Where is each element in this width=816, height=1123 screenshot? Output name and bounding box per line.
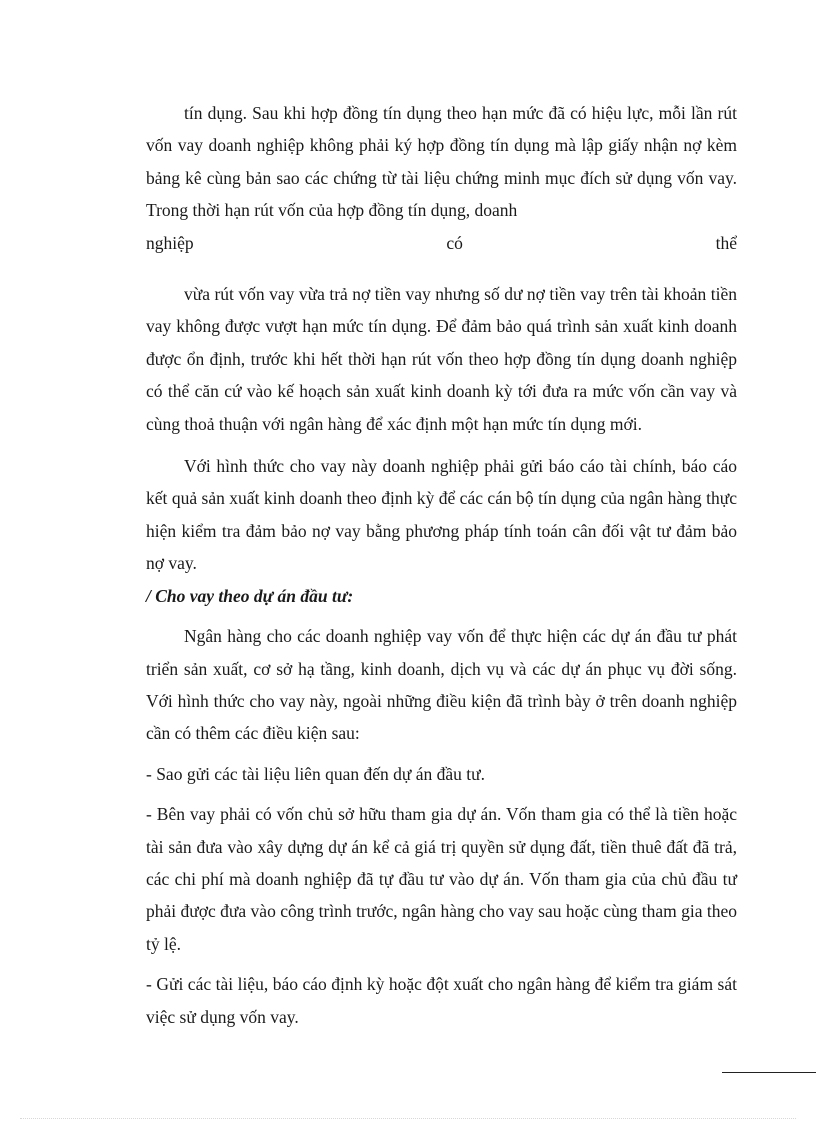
paragraph-credit-limit-last-line — [146, 227, 737, 259]
bullet-equity: - Bên vay phải có vốn chủ sở hữu tham gia dự án. Vốn tham gia có thể là tiền hoặc tài sản đưa vào xây dựng dự án kể cả giá trị quyền sử dụng đất, tiền thuê đất đã trả, các chi phí mà doanh nghiệp đã tự đầu tư vào dự án. Vốn tham gia của chủ đầu tư phải được đưa vào công trình trước, ngân hàng cho vay sau hoặc cùng tham gia theo tỷ lệ. — [146, 804, 737, 954]
spread-word-2: có — [446, 232, 463, 253]
paragraph-reporting: Với hình thức cho vay này doanh nghiệp phải gửi báo cáo tài chính, báo cáo kết quả sản xuất kinh doanh theo định kỳ để các cán bộ tín dụng của ngân hàng thực hiện kiểm tra đảm bảo nợ vay bằng phương pháp tính toán cân đối vật tư đảm bảo nợ vay. — [146, 456, 737, 574]
paragraph-repayment: vừa rút vốn vay vừa trả nợ tiền vay nhưng số dư nợ tiền vay trên tài khoản tiền vay không được vượt hạn mức tín dụng. Để đảm bảo quá trình sản xuất kinh doanh được ổn định, trước khi hết thời hạn rút vốn theo hợp đồng tín dụng doanh nghiệp có thể căn cứ vào kế hoạch sản xuất kinh doanh kỳ tới đưa ra mức vốn cần vay và cùng thoả thuận với ngân hàng để xác định một hạn mức tín dụng mới. — [146, 284, 737, 434]
document-body — [146, 97, 737, 1033]
page-bottom-border — [20, 1118, 796, 1119]
spread-word-1: nghiệp — [146, 232, 194, 253]
paragraph-credit-limit: tín dụng. Sau khi hợp đồng tín dụng theo hạn mức đã có hiệu lực, mỗi lần rút vốn vay doanh nghiệp không phải ký hợp đồng tín dụng mà lập giấy nhận nợ kèm bảng kê cùng bản sao các chứng từ tài liệu chứng minh mục đích sử dụng vốn vay. Trong thời hạn rút vốn của hợp đồng tín dụng, doanh — [146, 103, 737, 221]
bullet-documents: - Sao gửi các tài liệu liên quan đến dự án đầu tư. — [146, 763, 485, 784]
section-heading-project-loans: / Cho vay theo dự án đầu tư: — [146, 585, 354, 606]
bullet-reporting: - Gửi các tài liệu, báo cáo định kỳ hoặc đột xuất cho ngân hàng để kiểm tra giám sát việc sử dụng vốn vay. — [146, 974, 737, 1027]
paragraph-project-loans: Ngân hàng cho các doanh nghiệp vay vốn để thực hiện các dự án đầu tư phát triển sản xuất, cơ sở hạ tầng, kinh doanh, dịch vụ và các dự án phục vụ đời sống. Với hình thức cho vay này, ngoài những điều kiện đã trình bày ở trên doanh nghiệp cần có thêm các điều kiện sau: — [146, 626, 737, 744]
footnote-rule — [722, 1072, 816, 1073]
spread-word-3: thể — [715, 232, 737, 253]
